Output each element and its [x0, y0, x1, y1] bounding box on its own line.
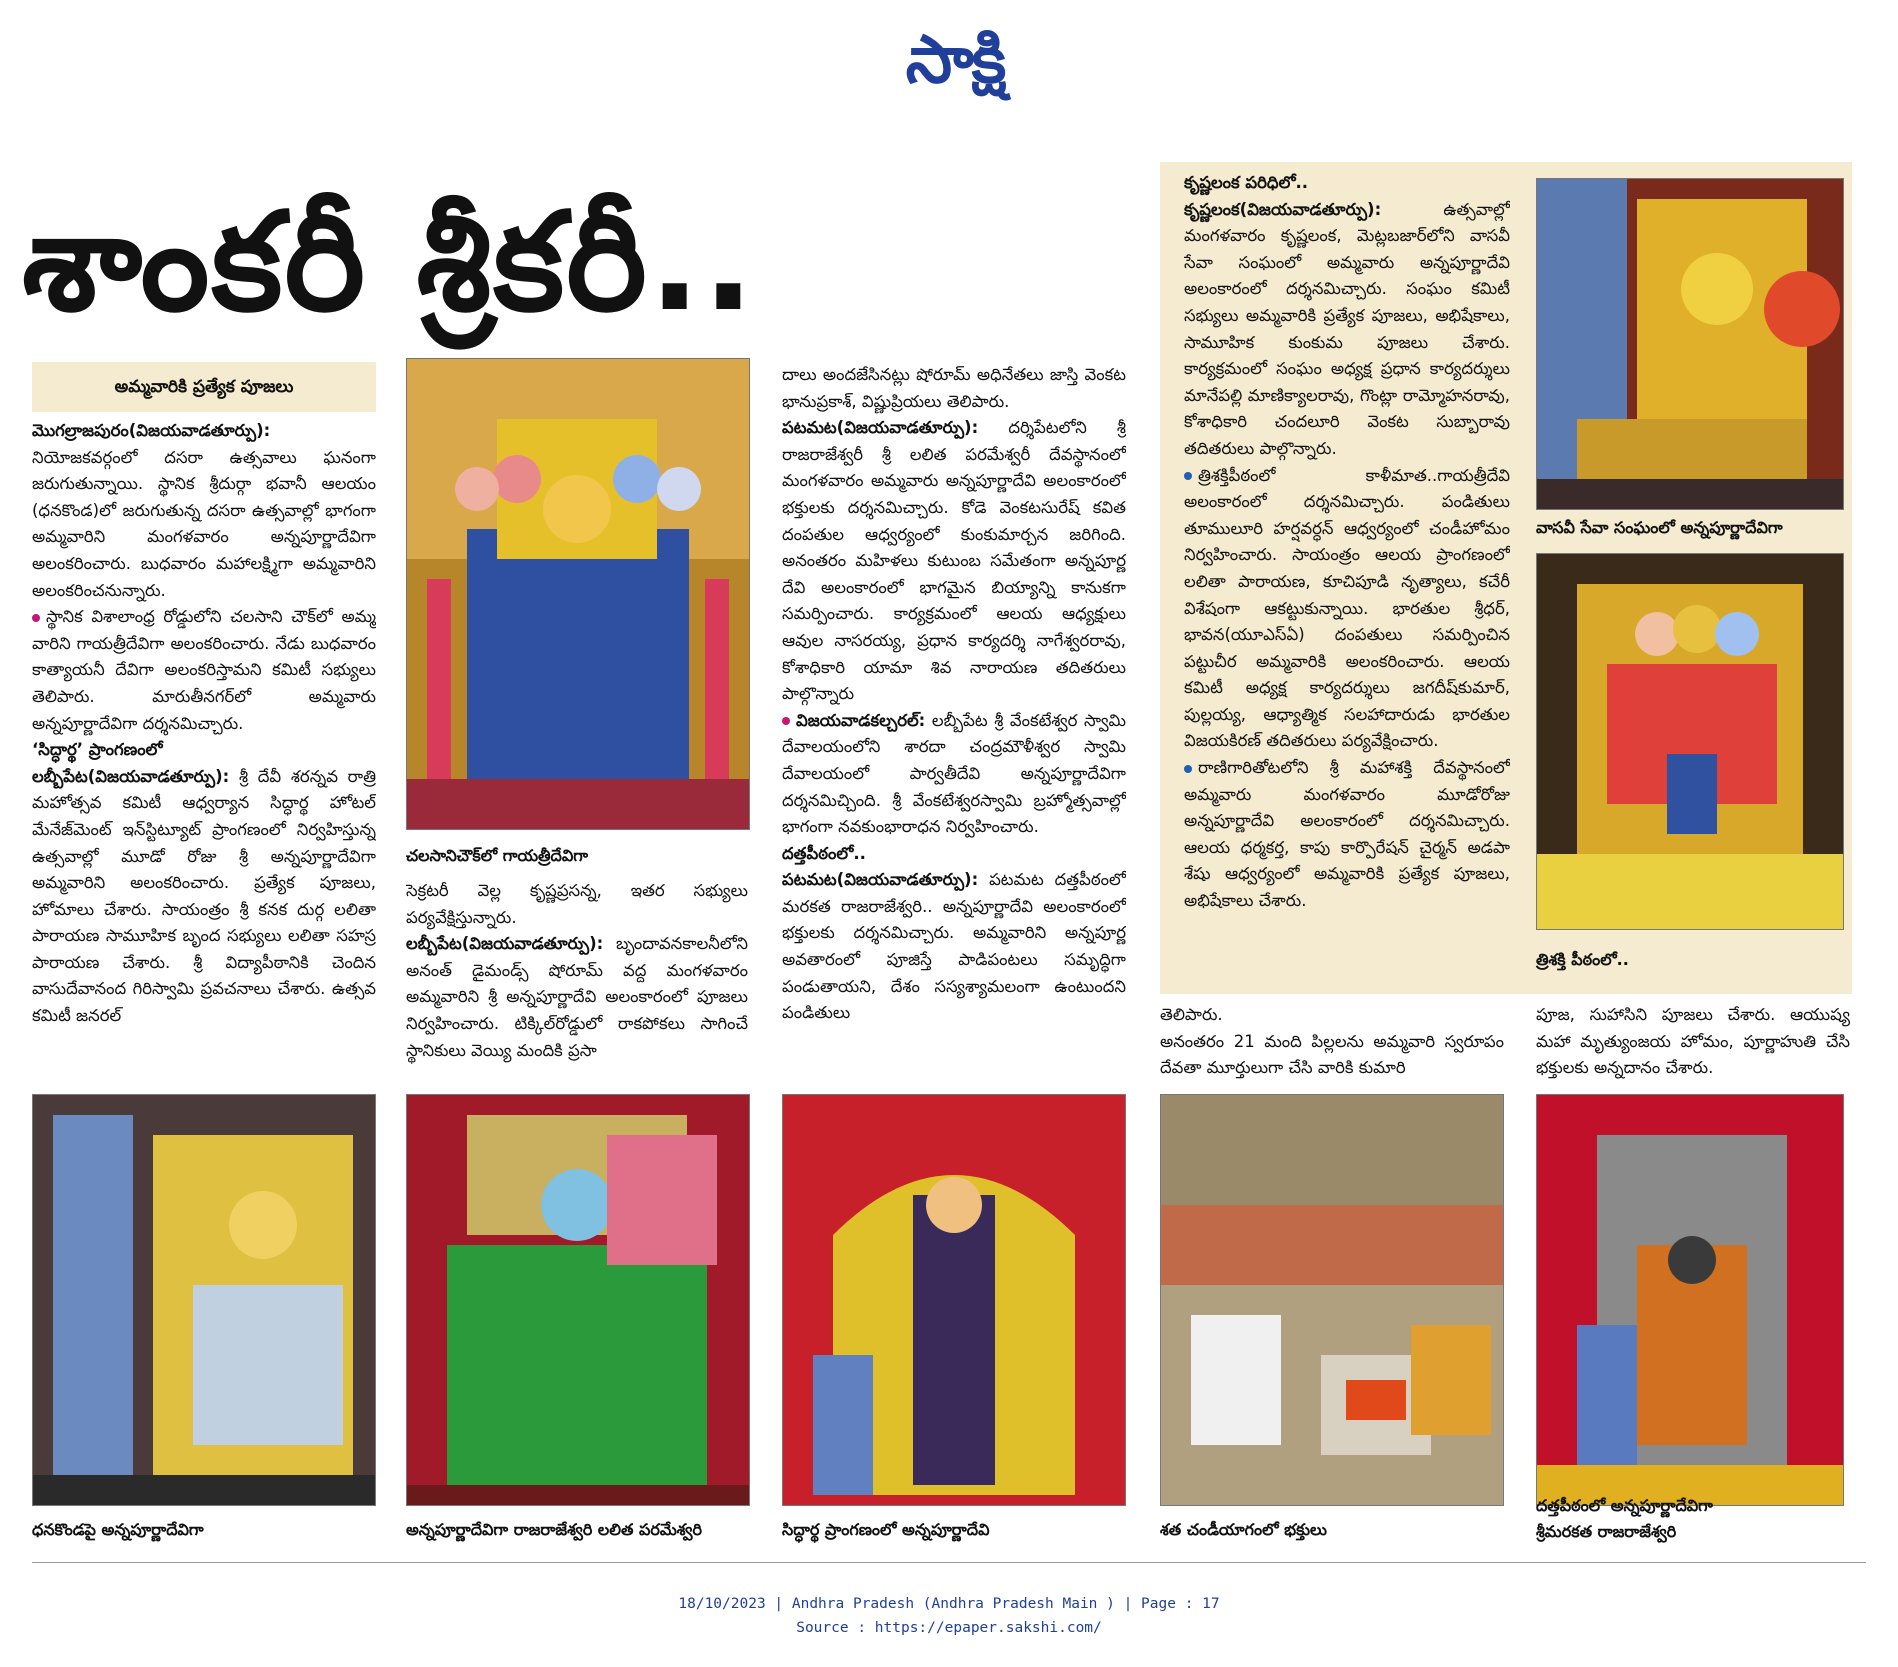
col5-paragraph-1: పూజ, సుహాసిని పూజలు చేశారు. ఆయుష్య మహా మృత్యుంజయ హోమం, పూర్ణాహుతి చేసి భక్తులకు అన్నదానం చేశారు. [1536, 1005, 1850, 1078]
col4-paragraph-2: అనంతరం 21 మంది పిల్లలను అమ్మవారి స్వరూపం దేవతా మూర్తులుగా చేసి వారికి కుమారి [1160, 1031, 1504, 1078]
footer-rule [32, 1562, 1866, 1563]
sidebar-text [1184, 170, 1510, 970]
col3-paragraph-1: దాలు అందజేసినట్లు షోరూమ్ అధినేతలు జాస్తి వెంకట భానుప్రకాశ్, విష్ణుప్రియలు తెలిపారు. [782, 365, 1126, 411]
blue-bullet-icon [1184, 765, 1192, 773]
col3-paragraph-4: పటమట(విజయవాడతూర్పు): పటమట దత్తపీఠంలో మరకత రాజరాజేశ్వరి.. అన్నపూర్ణాదేవి అలంకారంలో భక్తులకు దర్శనమిచ్చారు. అమ్మవారిని అన్నపూర్ణ అవతారంలో పూజిస్తే పాడిపంటలు సమృద్ధిగా పండుతాయని, దేశం సస్యశ్యామలంగా ఉంటుందని పండితులు [782, 870, 1126, 1023]
footer-line-2: Source : https://epaper.sakshi.com/ [796, 1620, 1102, 1636]
caption-bottom-3: సిద్ధార్థ ప్రాంగణంలో అన్నపూర్ణాదేవి [782, 1520, 990, 1539]
pink-bullet-icon [782, 717, 790, 725]
column-2 [406, 878, 748, 1090]
col3-paragraph-2: పటమట(విజయవాడతూర్పు): దర్శిపేటలోని శ్రీ రాజరాజేశ్వరీ శ్రీ లలిత పరమేశ్వరీ దేవస్థానంలో మంగళవారం అమ్మవారు అన్నపూర్ణాదేవి అలంకారంలో భక్తులకు దర్శనమిచ్చారు. కోడె వెంకటసురేష్ కవిత దంపతుల ఆధ్వర్యంలో కుంకుమార్చన జరిగింది. అనంతరం మహిళలు కుటుంబ సమేతంగా అన్నపూర్ణ దేవి అలంకారంలో భాగమైన బియ్యాన్ని కానుకగా సమర్పించారు. కార్యక్రమంలో ఆలయ ఆధ్యక్షులు ఆవుల నాసరయ్య, ప్రధాన కార్యదర్శి నాగేశ్వరరావు, కోశాధికారి యామా శివ నారాయణ తదితరులు పాల్గొన్నారు [782, 418, 1126, 704]
col2-paragraph-1: సెక్రటరీ వెల్ల కృష్ణప్రసన్న, ఇతర సభ్యులు పర్యవేక్షిస్తున్నారు. [406, 881, 748, 927]
photo-vasavi-seva-sangham [1536, 178, 1844, 510]
column-5 [1536, 1002, 1850, 1092]
column-4 [1160, 1002, 1504, 1092]
photo-dhanakonda [32, 1094, 376, 1506]
blue-bullet-icon [1184, 472, 1192, 480]
photo-siddhartha-pranganam [782, 1094, 1126, 1506]
caption-bottom-2: అన్నపూర్ణాదేవిగా రాజరాజేశ్వరి లలిత పరమేశ్వరి [406, 1520, 702, 1539]
subhead-box: అమ్మవారికి ప్రత్యేక పూజలు [32, 362, 376, 412]
sidebar-subhead: కృష్ణలంక పరిధిలో.. [1184, 173, 1309, 192]
caption-right-mid: త్రిశక్తి పీఠంలో.. [1536, 950, 1629, 969]
sidebar-paragraph-2: త్రిశక్తిపీఠంలో కాళీమాత..గాయత్రీదేవి అలంకారంలో దర్శనమిచ్చారు. పండితులు తూములూరి హర్షవర్ధన్ ఆధ్వర్యంలో చండీహోమం నిర్వహించారు. సాయంత్రం ఆలయ ప్రాంగణంలో లలితా పారాయణ, కూచిపూడి నృత్యాలు, కచేరీ విశేషంగా ఆకట్టుకున్నాయి. భారతుల శ్రీధర్, భావన(యూఎస్‌ఏ) దంపతులు సమర్పించిన పట్టుచీర అమ్మవారికి అలంకరించారు. ఆలయ కమిటీ అధ్యక్ష కార్యదర్శులు జగదీష్‌కుమార్, పుల్లయ్య, ఆధ్యాత్మిక సలహాదారుడు భారతుల విజయకిరణ్ తదితరులు పర్యవేక్షించారు. [1184, 465, 1510, 751]
photo-rajarajeshwari-lalitha [406, 1094, 750, 1506]
col1-subhead: ‘సిద్ధార్థ’ ప్రాంగణంలో [32, 740, 163, 760]
column-1 [32, 418, 376, 1090]
col3-paragraph-3: విజయవాడకల్చరల్: లబ్బీపేట శ్రీ వేంకటేశ్వర స్వామి దేవాలయంలోని శారదా చంద్రమౌళీశ్వర స్వామి దేవాలయంలో పార్వతీదేవి అన్నపూర్ణాదేవిగా దర్శనమిచ్చింది. శ్రీ వేంకటేశ్వరస్వామి బ్రహ్మోత్సవాల్లో భాగంగా నవకుంభారాధన నిర్వహించారు. [782, 710, 1126, 837]
caption-bottom-4: శత చండీయాగంలో భక్తులు [1160, 1520, 1327, 1539]
headline: శాంకరీ శ్రీకరీ.. [22, 184, 757, 342]
photo-trishakti-peetham [1536, 553, 1844, 930]
column-3 [782, 362, 1126, 1090]
sidebar-paragraph-3: రాణిగారితోటలోని శ్రీ మహాశక్తి దేవస్థానంలో అమ్మవారు మంగళవారం మూడోరోజు అన్నపూర్ణాదేవి అలంకారంలో దర్శనమిచ్చారు. ఆలయ ధర్మకర్త, కాపు కార్పొరేషన్ చైర్మన్ అడపా శేషు ఆధ్వర్యంలో అమ్మవారికి ప్రత్యేక పూజలు, అభిషేకాలు చేశారు. [1184, 758, 1510, 911]
col4-paragraph-1: తెలిపారు. [1160, 1005, 1223, 1024]
sidebar-paragraph-1: కృష్ణలంక(విజయవాడతూర్పు): ఉత్సవాల్లో మంగళవారం కృష్ణలంక, మెట్లబజార్‌లోని వాసవీ సేవా సంఘంలో అమ్మవారు అన్నపూర్ణాదేవి అలంకారంలో దర్శనమిచ్చారు. సంఘం కమిటీ సభ్యులు అమ్మవారికి ప్రత్యేక పూజలు, అభిషేకాలు, సామూహిక కుంకుమ పూజలు చేశారు. కార్యక్రమంలో సంఘం అధ్యక్ష ప్రధాన కార్యదర్శులు మానేపల్లి మాణిక్యాలరావు, గొంట్లా రామ్మోహనరావు, కోశాధికారి చందలూరి వెంకట సుబ్బారావు తదితరులు పాల్గొన్నారు. [1184, 199, 1510, 458]
pink-bullet-icon [32, 614, 40, 622]
caption-center-photo: చలసానిచౌక్‌లో గాయత్రీదేవిగా [406, 846, 588, 865]
photo-gayatri-devi [406, 358, 750, 830]
photo-datta-peetham [1536, 1094, 1844, 1506]
caption-right-top: వాసవీ సేవా సంఘంలో అన్నపూర్ణాదేవిగా [1536, 518, 1783, 537]
col1-paragraph-1: మొగల్రాజపురం(విజయవాడతూర్పు): నియోజకవర్గంలో దసరా ఉత్సవాలు ఘనంగా జరుగుతున్నాయి. స్థానిక శ్రీదుర్గా భవానీ ఆలయం (ధనకొండ)లో జరుగుతున్న దసరా ఉత్సవాల్లో భాగంగా అమ్మవారిని మంగళవారం అన్నపూర్ణాదేవిగా అలంకరించారు. బుధవారం మహాలక్ష్మిగా అమ్మవారిని అలంకరించనున్నారు. [32, 421, 376, 600]
footer-line-1: 18/10/2023 | Andhra Pradesh (Andhra Pradesh Main ) | Page : 17 [678, 1596, 1220, 1612]
col2-paragraph-2: లబ్బీపేట(విజయవాడతూర్పు): బృందావనకాలనీలోని అనంత్ డైమండ్స్ షోరూమ్ వద్ద మంగళవారం అమ్మవారిని శ్రీ అన్నపూర్ణాదేవి అలంకారంలో పూజలు నిర్వహించారు. టిక్కిల్‌రోడ్డులో రాకపోకలు సాగించే స్థానికులు వెయ్యి మందికి ప్రసా [406, 934, 748, 1060]
col3-subhead: దత్తపీఠంలో.. [782, 843, 866, 863]
col1-paragraph-3: లబ్బీపేట(విజయవాడతూర్పు): శ్రీ దేవీ శరన్నవ రాత్రి మహోత్సవ కమిటీ ఆధ్వర్యాన సిద్ధార్థ హోటల్ మేనేజ్‌మెంట్ ఇన్‌స్టిట్యూట్ ప్రాంగణంలో నిర్వహిస్తున్న ఉత్సవాల్లో మూడో రోజు శ్రీ అన్నపూర్ణాదేవిగా అమ్మవారిని అలంకరించారు. ప్రత్యేక పూజలు, హోమాలు చేశారు. సాయంత్రం శ్రీ కనక దుర్గ లలితా పారాయణ సామూహిక బృంద సభ్యులు లలితా సహస్ర పారాయణ చేశారు. శ్రీ విద్యాపీఠానికి చెందిన వాసుదేవానంద గిరిస్వామి ప్రవచనాలు చేశారు. ఉత్సవ కమిటీ జనరల్ [32, 766, 376, 1026]
masthead-logo: సాక్షి [905, 21, 1005, 98]
col1-paragraph-2: స్థానిక విశాలాంధ్ర రోడ్డులోని చలసాని చౌక్‌లో అమ్మ వారిని గాయత్రీదేవిగా అలంకరించారు. నేడు బుధవారం కాత్యాయనీ దేవిగా అలంకరిస్తామని కమిటీ సభ్యులు తెలిపారు. మారుతీనగర్‌లో అమ్మవారు అన్నపూర్ణాదేవిగా దర్శనమిచ్చారు. [32, 607, 376, 733]
caption-bottom-5-line-1: దత్తపీఠంలో అన్నపూర్ణాదేవిగా [1536, 1496, 1713, 1515]
caption-bottom-1: ధనకొండపై అన్నపూర్ణాదేవిగా [32, 1520, 204, 1539]
caption-bottom-5-line-2: శ్రీమరకత రాజరాజేశ్వరి [1536, 1522, 1677, 1541]
photo-shata-chandi-yagam [1160, 1094, 1504, 1506]
